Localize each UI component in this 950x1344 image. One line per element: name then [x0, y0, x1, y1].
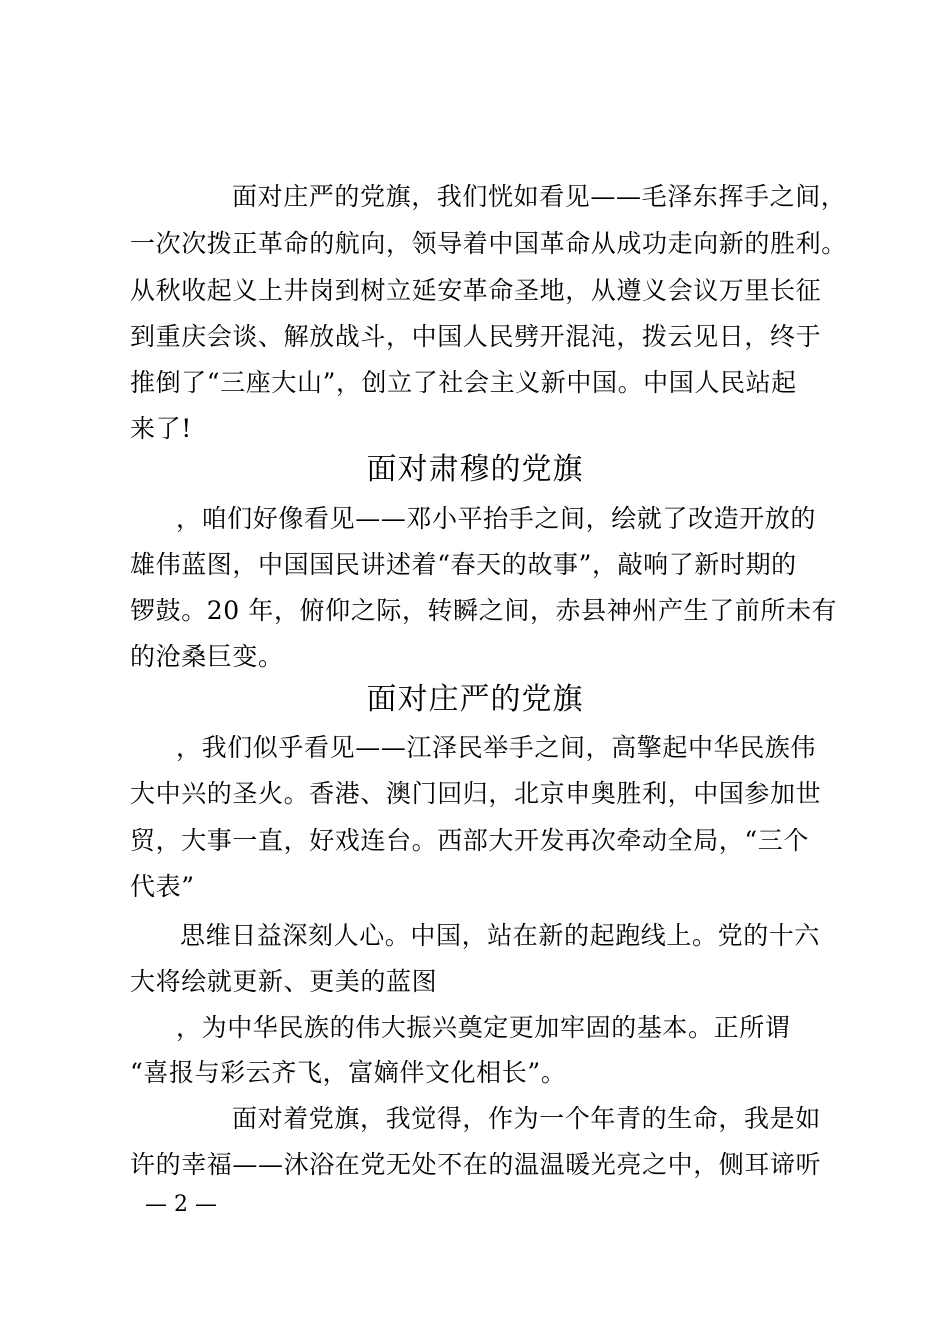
paragraph-4-line-1: 思维日益深刻人心。中国，站在新的起跑线上。党的十六	[180, 921, 821, 950]
paragraph-1-line-6: 来了!	[130, 414, 192, 443]
page-number: — 2 —	[145, 1192, 217, 1217]
paragraph-2-line-2: 雄伟蓝图，中国国民讲述着“春天的故事”，敲响了新时期的	[130, 550, 797, 579]
paragraph-5-line-1: ，为中华民族的伟大振兴奠定更加牢固的基本。正所谓	[176, 1013, 791, 1042]
paragraph-1-line-5: 推倒了“三座大山”，创立了社会主义新中国。中国人民站起	[130, 368, 797, 397]
paragraph-3-line-4: 代表”	[130, 872, 195, 901]
paragraph-1-line-3: 从秋收起义上井岗到树立延安革命圣地，从遵义会议万里长征	[130, 276, 822, 305]
paragraph-1-line-4: 到重庆会谈、解放战斗，中国人民劈开混沌，拨云见日，终于	[130, 322, 822, 351]
paragraph-3-line-3: 贸，大事一直，好戏连台。西部大开发再次牵动全局，“三个	[130, 826, 809, 855]
section-heading-2: 面对庄严的党旗	[366, 682, 584, 717]
paragraph-5-line-2: “喜报与彩云齐飞，富嫡伴文化相长”。	[130, 1058, 567, 1087]
paragraph-1-line-2: 一次次拨正革命的航向，领导着中国革命从成功走向新的胜利。	[130, 229, 847, 258]
section-heading-1: 面对肃穆的党旗	[366, 452, 584, 487]
paragraph-1-line-1: 面对庄严的党旗，我们恍如看见——毛泽东挥手之间，	[232, 182, 847, 211]
paragraph-2-line-1: ，咱们好像看见——邓小平抬手之间，绘就了改造开放的	[176, 504, 817, 533]
paragraph-3-line-1: ，我们似乎看见——江泽民举手之间，高擎起中华民族伟	[176, 733, 817, 762]
paragraph-6-line-1: 面对着党旗，我觉得，作为一个年青的生命，我是如	[232, 1104, 821, 1133]
paragraph-2-line-4: 的沧桑巨变。	[130, 642, 284, 671]
paragraph-4-line-2: 大将绘就更新、更美的蓝图	[130, 967, 438, 996]
paragraph-3-line-2: 大中兴的圣火。香港、澳门回归，北京申奥胜利，中国参加世	[130, 779, 822, 808]
paragraph-6-line-2: 许的幸福——沐浴在党无处不在的温温暖光亮之中，侧耳谛听	[130, 1150, 822, 1179]
paragraph-2-line-3: 锣鼓。20 年，俯仰之际，转瞬之间，赤县神州产生了前所未有	[130, 596, 838, 625]
